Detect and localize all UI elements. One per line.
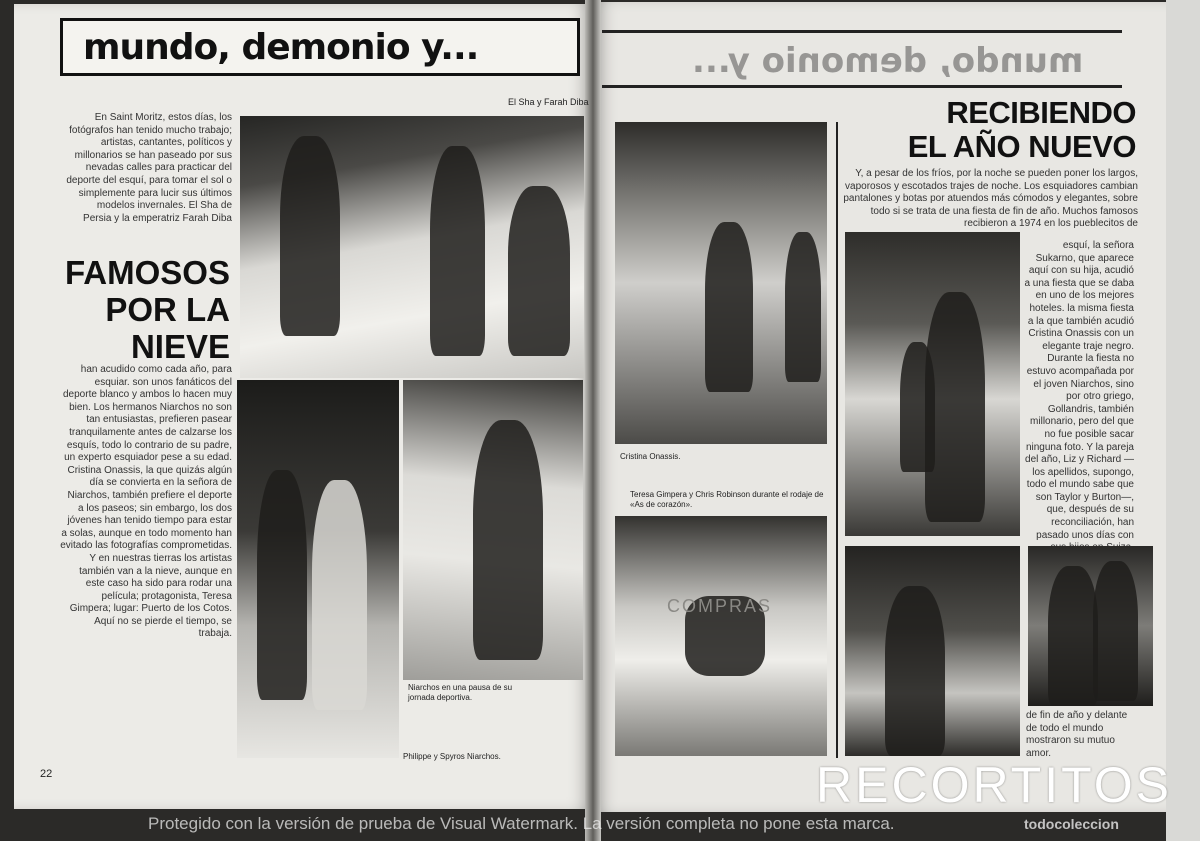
figure-silhouette (257, 470, 307, 700)
photo-couple-in-snow (237, 380, 399, 758)
figure-silhouette (430, 146, 485, 356)
section-header-box (60, 18, 580, 76)
photo-cristina-onassis-party (845, 546, 1020, 756)
figure-silhouette (1093, 561, 1138, 701)
headline-line: EL AÑO NUEVO (907, 129, 1136, 164)
photo-sukarno-with-daughter (845, 232, 1020, 536)
mirrored-header-text: mundo, demonio y... (692, 41, 1084, 81)
article-body-right: esquí, la señora Sukarno, que aparece aquí con su hija, acudió a una fiesta que se daba en uno de los mejores hoteles. la misma fiesta a la que también acudió Cristina Onassis con un elegante traje negro. Durante la fiesta no estuvo acompañada por el joven Niarchos, sino por otro griego, Gollandris, también millonario, pero del que no fue posible sacar ninguna foto. Y la pareja del año, Liz y Richard —los apellidos, supongo, todo el mundo sabe que son Taylor y Burton—, que, después de su reconciliación, han pasado unos días con (1024, 240, 1134, 541)
figure-silhouette (885, 586, 945, 756)
section-header-title: mundo, demonio y... (83, 27, 479, 68)
photo-teresa-gimpera-sledding (615, 516, 827, 756)
photo-niarchos-skiing (403, 380, 583, 680)
caption-teresa-chris: Teresa Gimpera y Chris Robinson durante el rodaje de «As de corazón». (630, 490, 824, 509)
figure-silhouette (473, 420, 543, 660)
photo-cristina-onassis-ski (615, 122, 827, 444)
visual-watermark-notice: Protegido con la versión de prueba de Visual Watermark. La versión completa no pone esta marca. (148, 814, 895, 833)
todocoleccion-logo: todocoleccion (1024, 816, 1119, 832)
figure-silhouette (705, 222, 753, 392)
photo-liz-richard (1028, 546, 1153, 706)
recortitos-watermark: RECORTITOS (816, 757, 1172, 813)
article-body: han acudido como cada año, para esquiar. son unos fanáticos del deporte blanco y ambos lo hacen muy bien. Los hermanos Niarchos no son tan entusiastas, prefieren pasear tranquilamente antes de calzarse los esquís, todo lo contrario de su padre, un experto esquiador pese a su edad. Cristina Onassis, la que quizás algún día se convierta en la señora de Niarchos, también prefiere el deporte a los paseos; sin embargo, los dos jóvenes han tenido tiempo para estar a solas, aunque en todo momento han evitado las fotografías comprometidas. Y en nuestras tierras los artistas también van a la nieve, aunque en este caso ha sido para rodar una película; protagonista, Teresa Gimpera; lugar: Puerto de los Cotos. Aquí no se pierde el tiempo, se trabaja. (60, 364, 232, 640)
headline-line: FAMOSOS (64, 254, 230, 291)
intro-paragraph-right: Y, a pesar de los fríos, por la noche se pueden poner los largos, vaporosos y escotados trajes de noche. Los esquiadores cambian pantalones y botas por atuendos más cómodos y elegantes, sobre todo si se trata de una fiesta de fin de año. Muchos famosos recibieron a 1974 en los pueblecitos de (843, 168, 1138, 230)
figure-silhouette (312, 480, 367, 710)
photo-sha-farah-skiing (240, 116, 584, 378)
figure-silhouette (280, 136, 340, 336)
magazine-spine (585, 0, 601, 841)
caption-philippe-spyros: Philippe y Spyros Niarchos. (403, 752, 501, 761)
column-divider (836, 122, 838, 758)
caption-niarchos: Niarchos en una pausa de su jornada deportiva. (408, 683, 513, 702)
article-headline-recibiendo (860, 96, 1136, 164)
sign-text: COMPRAS (667, 596, 773, 616)
caption-cristina: Cristina Onassis. (620, 452, 681, 461)
figure-silhouette (785, 232, 821, 382)
figure-silhouette (508, 186, 570, 356)
figure-silhouette (1048, 566, 1098, 706)
headline-line: POR LA (105, 291, 230, 328)
photo-credit-top: El Sha y Farah Diba (508, 97, 589, 107)
page-number: 22 (40, 768, 53, 780)
article-tail-right: de fin de año y delante de todo el mundo mostraron su mutuo amor. (1026, 710, 1128, 759)
headline-line: RECIBIENDO (946, 95, 1136, 130)
figure-silhouette (900, 342, 935, 472)
background-edge (1166, 0, 1200, 841)
headline-line: NIEVE (130, 328, 230, 365)
article-headline-famosos (60, 254, 230, 365)
intro-paragraph: En Saint Moritz, estos días, los fotógrafos han tenido mucho trabajo; artistas, cantantes, políticos y millonarios se han paseado por sus nevadas calles para practicar del deporte del esquí, para tomar el sol o simplemente para lucir sus últimos modelos invernales. El Sha de Persia y la emperatriz Farah Diba (66, 112, 232, 224)
section-header-mirrored (602, 30, 1122, 88)
